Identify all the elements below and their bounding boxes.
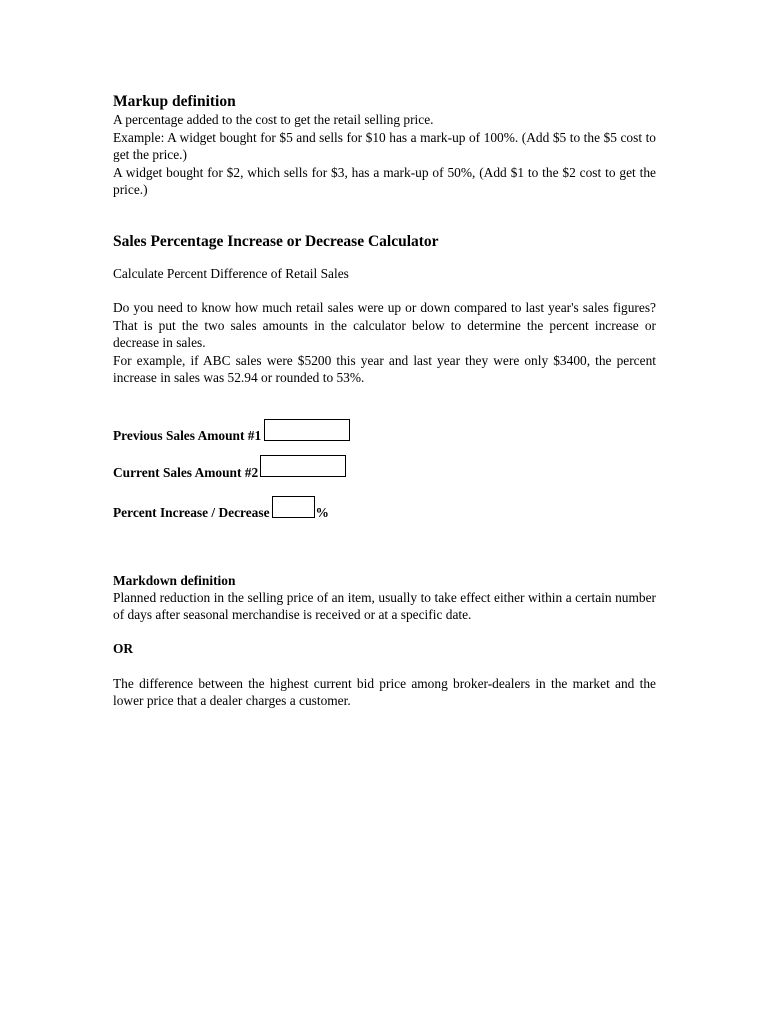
markup-example-2: A widget bought for $2, which sells for $3, has a mark-up of 50%, (Add $1 to the $2 cost to get the price.) [113,164,656,197]
document-page [113,92,656,710]
calculator-title: Sales Percentage Increase or Decrease Calculator [113,232,439,250]
percent-change-output[interactable] [272,496,315,518]
or-label: OR [113,640,134,656]
markup-example-1: Example: A widget bought for $5 and sells for $10 has a mark-up of 100%. (Add $5 to the $5 cost to get the price.) [113,129,656,162]
percent-suffix: % [315,504,329,520]
percent-change-row [113,505,656,521]
current-sales-row [113,465,656,481]
current-sales-label: Current Sales Amount #2 [113,464,259,480]
markdown-definition-1: Planned reduction in the selling price of an item, usually to take effect either within a certain number of days after seasonal merchandise is received or at a specific date. [113,589,656,622]
calculator-section [113,232,656,521]
markup-definition: A percentage added to the cost to get the retail selling price. [113,112,434,127]
calculator-subtitle: Calculate Percent Difference of Retail Sales [113,265,349,281]
previous-sales-input[interactable] [264,419,350,441]
calculator-intro: Do you need to know how much retail sales were up or down compared to last year's sales figures? That is put the two sales amounts in the calculator below to determine the percent increase or decrease in sales. [113,300,656,350]
previous-sales-row [113,428,656,444]
markup-title: Markup definition [113,93,236,110]
calculator-example: For example, if ABC sales were $5200 this year and last year they were only $3400, the percent increase in sales was 52.94 or rounded to 53%. [113,352,656,385]
previous-sales-label: Previous Sales Amount #1 [113,427,262,443]
markdown-definition-2: The difference between the highest current bid price among broker-dealers in the market and the lower price that a dealer charges a customer. [113,675,656,708]
markdown-title: Markdown definition [113,572,236,588]
percent-change-label: Percent Increase / Decrease [113,504,270,520]
current-sales-input[interactable] [260,455,346,477]
